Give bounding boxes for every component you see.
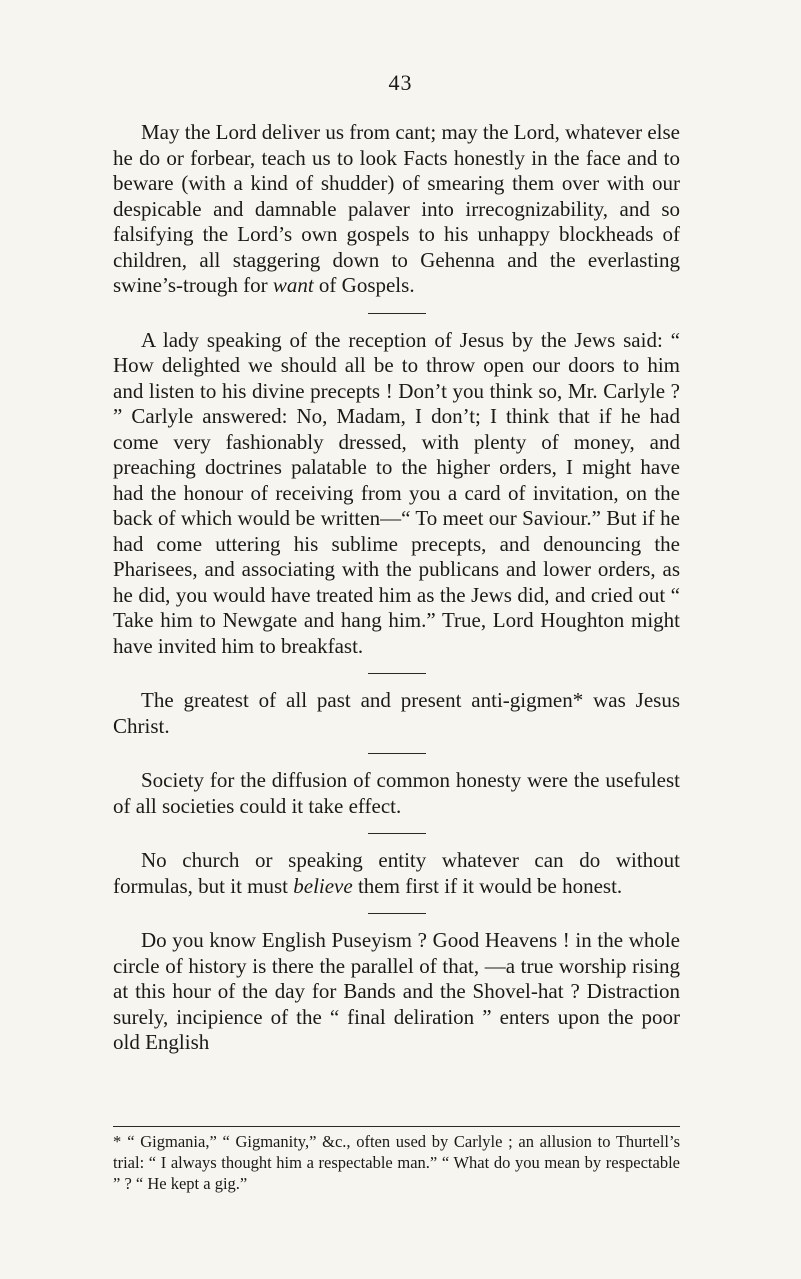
paragraph-cant (113, 120, 680, 299)
paragraph-common-honesty (113, 768, 680, 819)
paragraph-anti-gigmen (113, 688, 680, 739)
footnote-divider (113, 1126, 680, 1127)
paragraph-formulas-emphasis: believe (293, 873, 353, 898)
footnote (113, 1131, 680, 1194)
paragraph-puseyism (113, 928, 680, 1056)
section-divider (368, 753, 426, 754)
section-divider (368, 673, 426, 674)
paragraph-anti-gigmen-end: * was Jesus Christ. (113, 688, 680, 738)
paragraph-formulas-text: No church or speaking entity whatever can do without formulas, but it must (113, 848, 680, 898)
paragraph-puseyism-text: Do you know English Puseyism ? Good Heavens ! in the whole circle of history is there the parallel of that, —a true worship rising at this hour of the day for Bands and the Shovel-hat ? Distraction surely, incipience of the “ final deliration ” enters upon the poor old English (113, 928, 680, 1054)
page-body (113, 120, 680, 1056)
paragraph-cant-text: May the Lord deliver us from cant; may the Lord, whatever else he do or forbear, teach us to look Facts honestly in the face and to beware (with a kind of shudder) of smearing them over with our despicable and damnable palaver into irrecognizability, and so falsifying the Lord’s own gospels to his unhappy blockheads of children, all staggering down to Gehenna and the everlasting swine’s-trough for (113, 120, 680, 297)
paragraph-formulas (113, 848, 680, 899)
paragraph-lady-anecdote-text: A lady speaking of the reception of Jesus by the Jews said: “ How delighted we should all be to throw open our doors to him and listen to his divine precepts ! Don’t you think so, Mr. Carlyle ? ” Carlyle answered: No, Madam, I don’t; I think that if he had come very fashionably dressed, with plenty of money, and preaching doctrines palatable to the higher orders, I might have had the honour of receiving from you a card of invitation, on the back of which would be written—“ To meet our Saviour.” But if he had come uttering his sublime precepts, and denouncing the Pharisees, and associating with the publicans and lower orders, as he did, you would have treated him as the Jews did, and cried out “ Take him to Newgate and hang him.” True, Lord Houghton might have invited him to breakfast. (113, 327, 680, 658)
paragraph-cant-end: of Gospels. (313, 273, 415, 297)
footnote-text: “ Gigmania,” “ Gigmanity,” &c., often used by Carlyle ; an allusion to Thurtell’s trial: “ I always thought him a respectable man.” “ What do you mean by respectable ” ? “ He kept a gig.” (113, 1132, 680, 1193)
section-divider (368, 313, 426, 314)
paragraph-formulas-end: them first if it would be honest. (352, 873, 623, 898)
page-number: 43 (388, 70, 413, 95)
footnote-mark: * (113, 1132, 122, 1151)
section-divider (368, 833, 426, 834)
paragraph-common-honesty-text: Society for the diffusion of common honesty were the usefulest of all societies could it take effect. (113, 768, 680, 818)
section-divider (368, 913, 426, 914)
paragraph-anti-gigmen-text: The greatest of all past and present anti-gigmen (141, 688, 573, 712)
paragraph-cant-emphasis: want (272, 273, 314, 297)
paragraph-lady-anecdote (113, 328, 680, 660)
